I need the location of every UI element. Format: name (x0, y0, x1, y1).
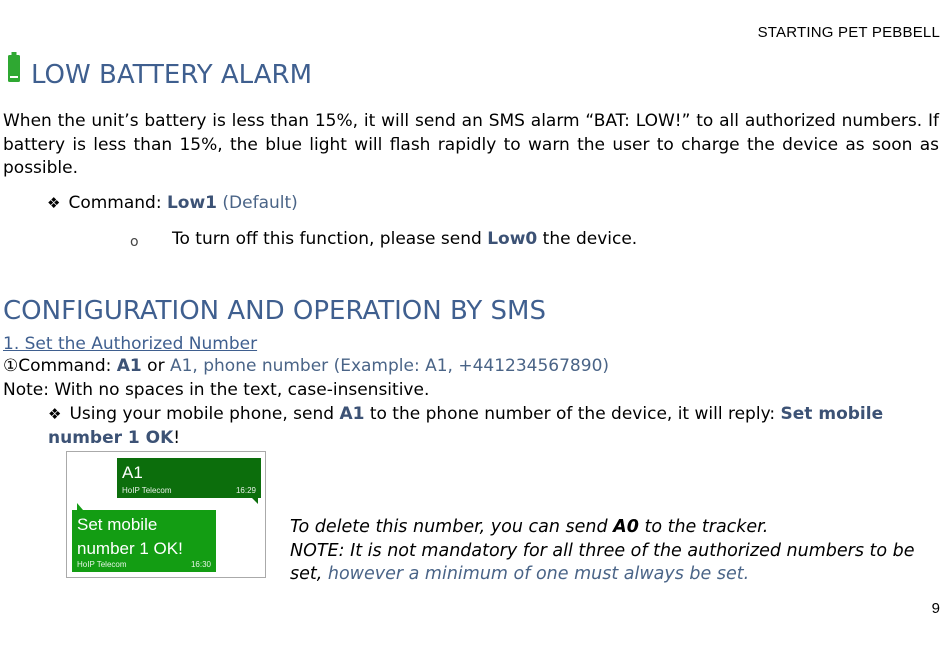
config-command-label: Command: (18, 356, 117, 376)
page-number: 9 (931, 600, 940, 617)
bullet-mid: to the phone number of the device, it will reply: (364, 404, 781, 424)
circled-one-icon: ① (3, 356, 19, 376)
sms-screenshot (66, 451, 266, 578)
delete-note-note-blue: however a minimum of one must always be set. (327, 564, 750, 584)
sms-reply-text (77, 513, 183, 561)
bullet-pre: Using your mobile phone, send (69, 404, 340, 424)
low-battery-sub-bullet (172, 229, 637, 249)
sms-sent-tail (252, 498, 258, 504)
diamond-bullet-icon: ❖ (48, 405, 62, 423)
sms-sent-sender: HoIP Telecom (122, 486, 172, 495)
sms-bubble-sent (117, 458, 261, 498)
delete-note-post: to the tracker. (638, 517, 769, 537)
sub-bullet-post: the device. (537, 229, 638, 249)
diamond-bullet-icon: ❖ (47, 194, 61, 212)
low-battery-command (47, 193, 298, 213)
bullet-reply: Set mobile number 1 OK (48, 404, 884, 448)
step1-title-link[interactable]: 1. Set the Authorized Number (3, 334, 258, 354)
sms-reply-tail (77, 503, 83, 510)
delete-note-keyword: A0 (613, 517, 639, 537)
battery-icon (8, 52, 20, 82)
sms-reply-sender: HoIP Telecom (77, 560, 127, 569)
delete-note-note: NOTE: It is not mandatory for all three of the authorized numbers to be set, (290, 540, 915, 584)
command-default: (Default) (217, 193, 298, 213)
delete-note-pre: To delete this number, you can send (290, 517, 614, 537)
circle-bullet-icon: o (130, 234, 139, 250)
config-bullet (48, 403, 918, 450)
config-note-line: Note: With no spaces in the text, case-insensitive. (3, 380, 430, 400)
config-command-or: or (141, 356, 170, 376)
sub-bullet-pre: To turn off this function, please send (172, 229, 488, 249)
command-value: Low1 (166, 193, 218, 213)
command-label: Command: (68, 193, 167, 213)
sub-bullet-keyword: Low0 (487, 229, 538, 249)
config-command-example: A1, phone number (Example: A1, +441234567890) (169, 356, 610, 376)
sms-reply-time: 16:30 (190, 560, 211, 569)
config-command-line (3, 356, 609, 376)
sms-reply-line1: Set mobile (77, 515, 158, 534)
sms-sent-text: A1 (122, 463, 143, 482)
page-header: STARTING PET PEBBELL (757, 24, 940, 41)
low-battery-paragraph: When the unit’s battery is less than 15%, it will send an SMS alarm “BAT: LOW!” to all authorized numbers. If battery is less than 15%, the blue light will flash rapidly to warn the user to charge the device as soon as possible. (3, 111, 939, 178)
delete-note (290, 516, 940, 587)
sms-reply-line2: number 1 OK! (77, 539, 183, 558)
config-command-a1: A1 (116, 356, 142, 376)
sms-bubble-reply (72, 510, 216, 572)
config-heading: CONFIGURATION AND OPERATION BY SMS (3, 296, 546, 326)
bullet-keyword: A1 (339, 404, 365, 424)
sms-sent-time: 16:29 (235, 486, 256, 495)
low-battery-heading: LOW BATTERY ALARM (31, 60, 313, 90)
bullet-end: ! (173, 427, 181, 448)
